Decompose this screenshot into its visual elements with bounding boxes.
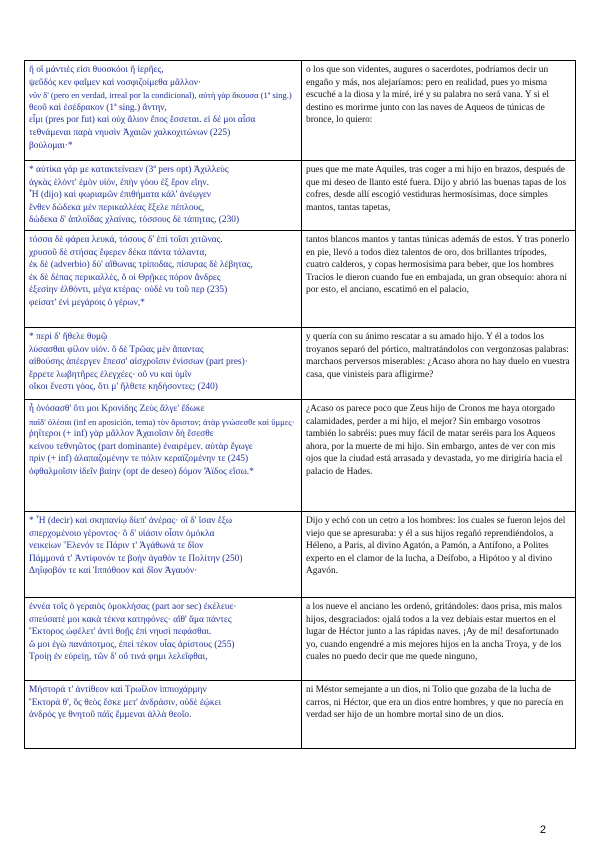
greek-verse-line: Ἕκτορος ὠφέλετ' ἀντὶ θοῇς ἐπὶ νηυσὶ πεφάσθαι.	[29, 627, 212, 638]
greek-verse-line: παῖδ' ὀλέσαι (inf en aposición, tema) τὸν ἄριστον; ἀτὰρ γνώσεσθε καὶ ὔμμες·	[29, 416, 295, 427]
table-row	[25, 400, 576, 512]
greek-verse-line: σπεύσατέ μοι κακὰ τέκνα κατηφόνες· αἴθ' ἅμα πάντες	[29, 614, 232, 625]
spanish-translation-text: ¿Acaso os parece poco que Zeus hijo de Cronos me haya otorgado calamidades, perder a mi hijo, el mejor? Sin embargo vosotros también lo sabréis: pues muy fácil de matar seréis para los Aqueos ahora, por la muerte de mi hijo. Sin embargo, antes de ver con mis ojos que la ciudad está arrasada y devastada, yo me dirigiría hacia el palacio de Hades.	[306, 404, 563, 477]
greek-verse-line: ὀφθαλμοῖσιν ἰδεῖν βαίην (opt de deseo) δόμον Ἄϊδος εἴσω.*	[29, 466, 254, 477]
greek-verse-line: Τροίῃ ἐν εὐρείῃ, τῶν δ' οὔ τινά φημι λελεῖφθαι,	[29, 652, 208, 663]
greek-verse-line: ἀγκὰς ἑλόντ' ἐμὸν υἱόν, ἐπὴν γόου ἐξ ἔρον εἵην.	[29, 177, 209, 188]
greek-verse-line: ῥηΐτεροι (+ inf) γὰρ μᾶλλον Ἀχαιοῖσιν δὴ ἔσεσθε	[29, 429, 214, 440]
greek-verse-line: ἦ ὀνόσασθ' ὅτι μοι Κρονίδης Ζεὺς ἄλγε' ἔδωκε	[29, 404, 205, 414]
spanish-translation-text: o los que son videntes, augures o sacerdotes, podríamos decir un engaño y más, nos alejaríamos: pero en realidad, pues yo misma escuché a la diosa y la miré, iré y su palabra no será vana. Y si el destino es morirme junto con las naves de Aqueos de túnicas de bronce, lo quiero:	[306, 65, 549, 126]
greek-verse-line: ἐκ δὲ (adverbio) δύ' αἴθωνας τρίποδας, πίσυρας δὲ λέβητας,	[29, 260, 253, 271]
greek-verse-line: ἐξεσίην ἐλθόντι, μέγα κτέρας· οὐδέ νυ τοῦ περ (235)	[29, 285, 228, 296]
spanish-translation-cell	[302, 328, 576, 400]
greek-text-cell	[25, 512, 302, 598]
table-row	[25, 598, 576, 681]
table-row	[25, 231, 576, 328]
greek-verse-line: λύσασθαι φίλον υἱόν. ὃ δὲ Τρῶας μὲν ἅπαντας	[29, 344, 204, 355]
spanish-translation-text: y quería con su ánimo rescatar a su amado hijo. Y él a todos los troyanos separó del pórtico, maltratándolos con vergonzosas palabras: marchaos perversos miserables: ¿Acaso ahora no hay duelo en vuestra casa, que vinisteis para afligirme?	[306, 332, 570, 380]
greek-text-cell	[25, 681, 302, 749]
greek-text-cell	[25, 598, 302, 681]
greek-verse-line: νῦν δ' (pero en verdad, irreal por la condicional), αὐτὴ γὰρ ἄκουσα (1ª sing.)	[29, 90, 292, 101]
table-row	[25, 61, 576, 161]
greek-verse-line: Πάμμονά τ' Ἀντίφονόν τε βοὴν ἀγαθὸν τε Πολίτην (250)	[29, 553, 243, 564]
greek-verse-line: Ἕκτορά θ', ὃς θεὸς ἔσκε μετ' ἀνδράσιν, οὐδὲ ἐῴκει	[29, 697, 222, 708]
greek-verse-line: βούλομαι·*	[29, 140, 73, 151]
greek-verse-line: τόσσα δὲ φάρεα λευκά, τόσους δ' ἐπὶ τοῖσι χιτῶνας.	[29, 235, 223, 245]
spanish-translation-text: ni Méstor semejante a un dios, ni Tolio que gozaba de la lucha de carros, ni Héctor, que era un dios entre hombres, y que no parecía en verdad ser hijo de un hombre mortal sino de un dios.	[306, 685, 564, 721]
greek-text-cell	[25, 328, 302, 400]
greek-verse-line: ἀνδρός γε θνητοῦ πάϊς ἔμμεναι ἀλλὰ θεοῖο.	[29, 710, 192, 721]
parallel-text-table	[24, 60, 576, 749]
greek-verse-line: * περὶ δ' ἤθελε θυμῷ	[29, 332, 108, 342]
greek-verse-line: * Ἦ (decir) καὶ σκηπανίῳ δίεπ' ἀνέρας· οἳ δ' ἴσαν ἔξω	[29, 516, 233, 526]
spanish-translation-cell	[302, 161, 576, 231]
greek-verse-line: ἐννέα τοῖς ὁ γεραιὸς ὁμοκλήσας (part aor sec) ἐκέλευε·	[29, 602, 237, 612]
greek-verse-line: δώδεκα δ' ἁπλοΐδας χλαίνας, τόσσους δὲ τάπητας, (230)	[29, 215, 240, 226]
spanish-translation-text: Dijo y echó con un cetro a los hombres: los cuales se fueron lejos del viejo que se apresuraba: y él a sus hijos regañó reprendiéndolos, a Héleno, a Paris, al divino Agatón, a Pamón, a Antífono, a Polites experto en el clamor de la lucha, a Deífobo, a Hipótoo y al divino Agavón.	[306, 516, 566, 577]
table-body	[25, 61, 576, 749]
greek-verse-line: εἶμι (pres por fut) καὶ οὐχ ἅλιον ἔπος ἔσσεται. εἰ δέ μοι αἶσα	[29, 115, 256, 126]
greek-verse-line: νεικείων Ἕλενόν τε Πάριν τ' Ἀγάθωνά τε δῖον	[29, 541, 204, 552]
greek-verse-line: οἴκοι ἔνεστι γόος, ὅτι μ' ἤλθετε κηδήσοντες; (240)	[29, 382, 218, 393]
greek-verse-line: Ἦ (dijo) καὶ φωριαμῶν ἐπιθήματα κάλ' ἀνέῳγεν	[29, 190, 212, 201]
spanish-translation-cell	[302, 598, 576, 681]
greek-verse-line: Μήστορά τ' ἀντίθεον καὶ Τρωΐλον ἱππιοχάρμην	[29, 685, 207, 695]
spanish-translation-text: tantos blancos mantos y tantas túnicas además de estos. Y tras ponerlo en pie, llevó a todos diez talentos de oro, dos brillantes trípodes, cuatro calderos, y copas hermosísima para beber, que los hombres Tracios le dieron cuando fue en embajada, un gran obsequio: ahora ni por esto, el anciano, escatimó en el palacio,	[306, 235, 570, 296]
greek-verse-line: πρὶν (+ inf) ἀλαπαζομένην τε πόλιν κεραϊζομένην τε (245)	[29, 454, 249, 465]
spanish-translation-text: pues que me mate Aquiles, tras coger a mi hijo en brazos, después de que mi deseo de llanto esté fuera. Dijo y abrió las buenas tapas de los cofres, desde allí escogió vestiduras hermosísimas, doce simples mantos, tantas tapetas,	[306, 165, 567, 213]
greek-text-cell	[25, 61, 302, 161]
greek-verse-line: θεοῦ καὶ ἐσέδρακον (1ª sing.) ἄντην,	[29, 102, 167, 113]
table-row	[25, 328, 576, 400]
greek-verse-line: Δηΐφοβόν τε καὶ Ἱππόθοον καὶ δῖον Ἀγαυόν·	[29, 566, 198, 577]
greek-text-cell	[25, 400, 302, 512]
spanish-translation-cell	[302, 231, 576, 328]
greek-verse-line: ἤ οἳ μάντιές εἰσι θυοσκόοι ἢ ἱερῆες,	[29, 65, 164, 75]
greek-text-cell	[25, 231, 302, 328]
greek-verse-line: ὤ μοι ἐγὼ πανάποτμος, ἐπεὶ τέκον υἷας ἀρίστους (255)	[29, 639, 235, 650]
greek-verse-line: τεθνάμεναι παρὰ νηυσὶν Ἀχαιῶν χαλκοχιτώνων (225)	[29, 127, 231, 138]
greek-verse-line: φείσατ' ἐνὶ μεγάροις ὁ γέρων,*	[29, 297, 145, 308]
spanish-translation-cell	[302, 400, 576, 512]
greek-verse-line: κείνου τεθνηῶτος (part dominante) ἐναιρέμεν. αὐτὰρ ἔγωγε	[29, 441, 253, 452]
greek-verse-line: ψεῦδός κεν φαῖμεν καὶ νοσφιζοίμεθα μᾶλλον·	[29, 77, 202, 88]
greek-text-cell	[25, 161, 302, 231]
greek-verse-line: χρυσοῦ δὲ στήσας ἔφερεν δέκα πάντα τάλαντα,	[29, 247, 207, 258]
table-row	[25, 681, 576, 749]
greek-verse-line: ἔρρετε λωβητῆρες ἐλεγχέες· οὔ νυ καὶ ὑμῖν	[29, 369, 192, 380]
spanish-translation-text: a los nueve el anciano les ordenó, gritándoles: daos prisa, mis malos hijos, desgraciados: ojalá todos a la vez debíais estar muertos en el lugar de Héctor junto a las rápidas naves. ¡Ay de mí! desafortunado yo, cuando engendré a mis mejores hijos en la ancha Troya, y de los cuales no puedo decir que me quede ninguno,	[306, 602, 562, 663]
page-number: 2	[539, 824, 546, 836]
greek-verse-line: ἔνθεν δώδεκα μὲν περικαλλέας ἔξελε πέπλους,	[29, 202, 205, 213]
spanish-translation-cell	[302, 61, 576, 161]
spanish-translation-cell	[302, 681, 576, 749]
table-row	[25, 512, 576, 598]
table-row	[25, 161, 576, 231]
spanish-translation-cell	[302, 512, 576, 598]
greek-verse-line: σπερχομένοιο γέροντος· ὃ δ' υἱάσιν οἷσιν ὁμόκλα	[29, 528, 215, 539]
greek-verse-line: αἰθούσης ἀπέεργεν ἔπεσσ' αἰσχροῖσιν ἐνίσσων (part pres)·	[29, 357, 248, 368]
greek-verse-line: ἐκ δὲ δέπας περικαλλές, ὅ οἱ Θρῇκες πόρον ἄνδρες	[29, 272, 221, 283]
greek-verse-line: * αὐτίκα γάρ με κατακτείνειεν (3ª pers opt) Ἀχιλλεὺς	[29, 165, 229, 175]
